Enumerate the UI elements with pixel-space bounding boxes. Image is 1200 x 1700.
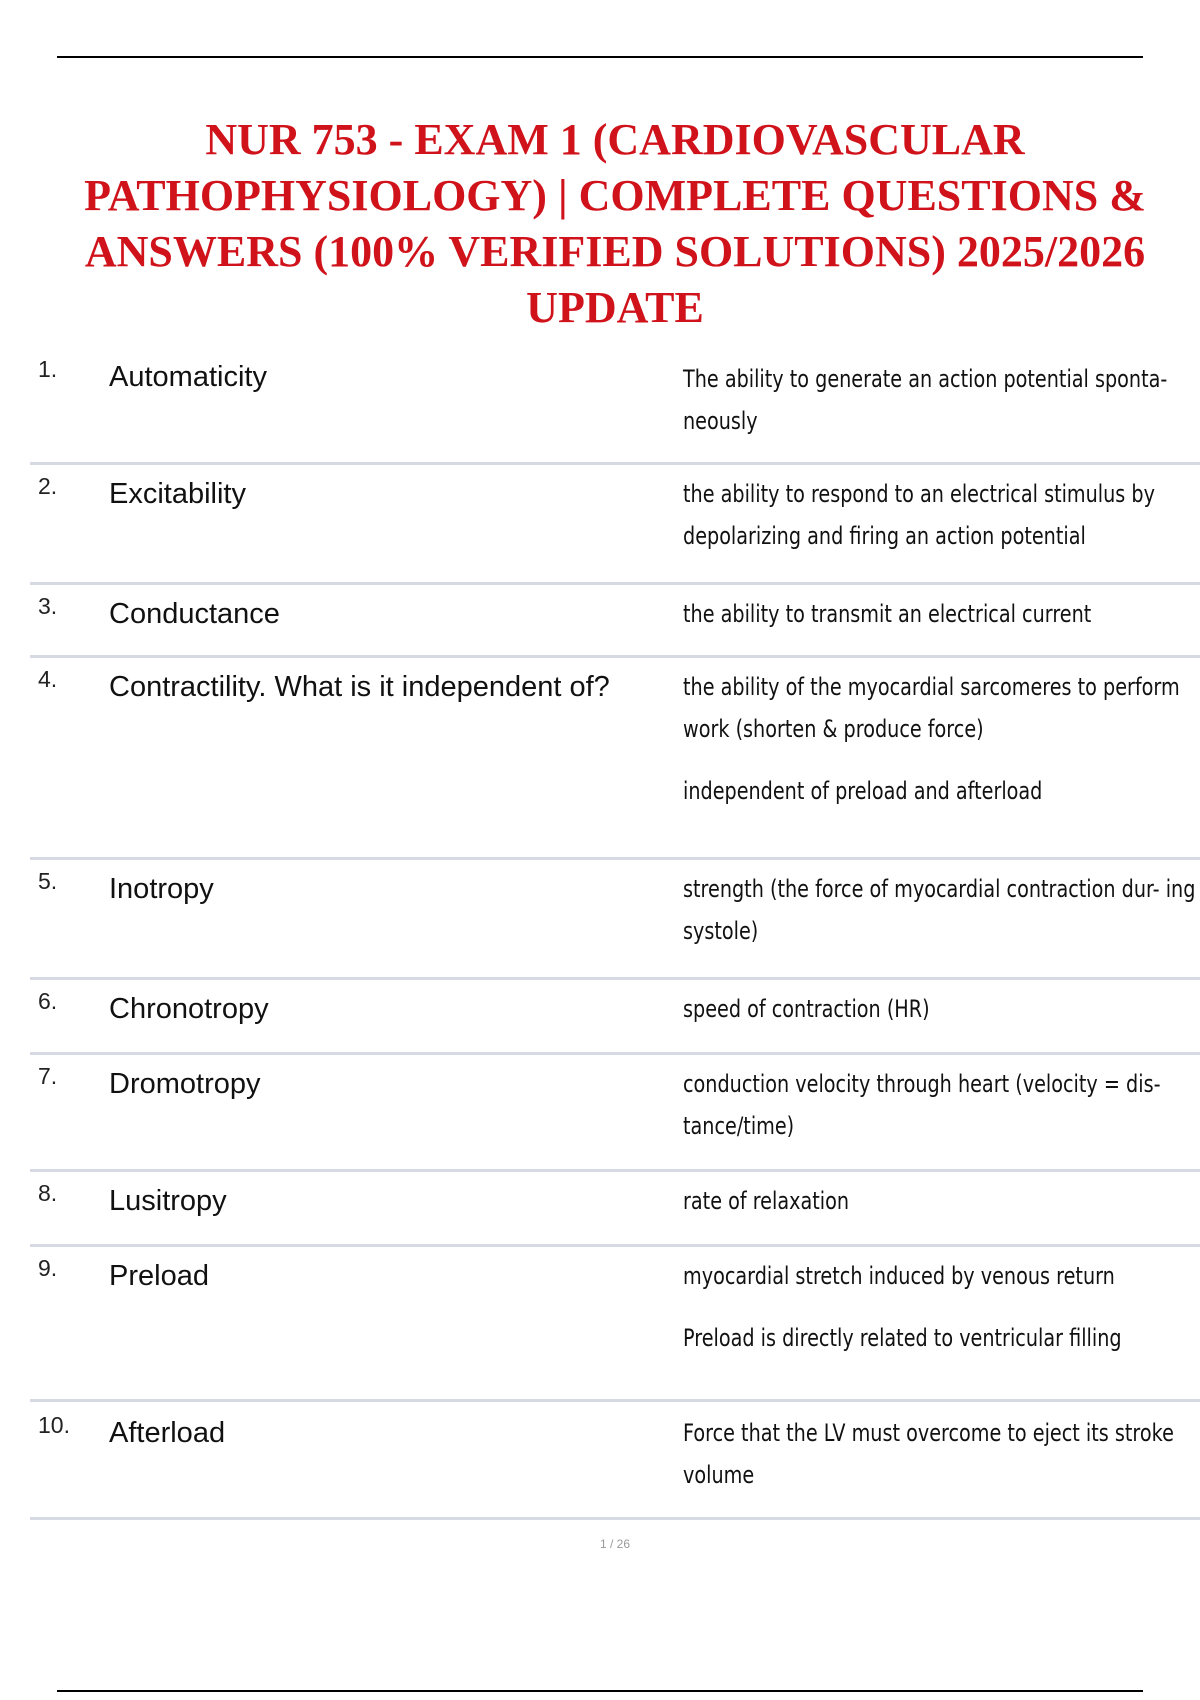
row-term: Contractility. What is it independent of? [109, 671, 610, 703]
bottom-rule [57, 1690, 1143, 1692]
answer-text: speed of contraction (HR) [683, 995, 930, 1023]
answer-text: The ability to generate an action potential sponta- neously [683, 365, 1168, 435]
row-number: 3. [38, 593, 58, 619]
answer-text: the ability to respond to an electrical stimulus by depolarizing and firing an action potential [683, 480, 1155, 550]
answer-text: rate of relaxation [683, 1187, 850, 1215]
row-term: Lusitropy [109, 1185, 227, 1217]
table-row [30, 658, 1200, 860]
row-answer [683, 1063, 1200, 1147]
row-answer [683, 1412, 1200, 1496]
table-row [30, 980, 1200, 1055]
answer-text: the ability to transmit an electrical current [683, 600, 1092, 628]
row-term: Chronotropy [109, 993, 269, 1025]
answer-text: myocardial stretch induced by venous return [683, 1262, 1115, 1290]
row-number: 6. [38, 988, 58, 1014]
row-number: 7. [38, 1063, 58, 1089]
row-term: Dromotropy [109, 1068, 261, 1100]
row-answer [683, 988, 1200, 1030]
qa-table [30, 350, 1200, 1520]
answer-text: Force that the LV must overcome to eject its stroke volume [683, 1419, 1174, 1489]
table-row [30, 1247, 1200, 1402]
row-number: 5. [38, 868, 58, 894]
row-number: 8. [38, 1180, 58, 1206]
row-number: 1. [38, 356, 58, 382]
table-row [30, 1402, 1200, 1520]
row-term: Excitability [109, 478, 246, 510]
row-term: Afterload [109, 1417, 226, 1449]
row-term: Conductance [109, 598, 280, 630]
row-answer [683, 666, 1200, 812]
row-answer [683, 473, 1200, 557]
table-row [30, 350, 1200, 465]
answer-text: strength (the force of myocardial contraction dur- ing systole) [683, 875, 1196, 945]
row-answer [683, 1180, 1200, 1222]
row-term: Automaticity [109, 361, 267, 393]
table-row [30, 1172, 1200, 1247]
answer-text: conduction velocity through heart (velocity = dis- tance/time) [683, 1070, 1161, 1140]
answer-text: independent of preload and afterload [683, 777, 1043, 805]
row-number: 9. [38, 1255, 58, 1281]
title-line: NUR 753 - EXAM 1 (CARDIOVASCULAR [205, 115, 1025, 164]
title-line: ANSWERS (100% VERIFIED SOLUTIONS) 2025/2026 [84, 227, 1146, 276]
answer-text: the ability of the myocardial sarcomeres to perform work (shorten & produce force) [683, 673, 1180, 743]
row-answer [683, 358, 1200, 442]
row-term: Preload [109, 1260, 209, 1292]
title-line: UPDATE [526, 283, 704, 332]
row-term: Inotropy [109, 873, 214, 905]
row-answer [683, 868, 1200, 952]
table-row [30, 465, 1200, 585]
row-number: 4. [38, 666, 58, 692]
document-title [30, 112, 1200, 336]
row-number: 2. [38, 473, 58, 499]
page-indicator: 1 / 26 [599, 1537, 631, 1551]
table-row [30, 860, 1200, 980]
top-rule [57, 56, 1143, 58]
table-row [30, 1055, 1200, 1172]
answer-text: Preload is directly related to ventricular filling [683, 1324, 1122, 1352]
table-row [30, 585, 1200, 658]
row-answer [683, 593, 1200, 635]
row-number: 10. [38, 1412, 70, 1438]
title-line: PATHOPHYSIOLOGY) | COMPLETE QUESTIONS & [84, 171, 1146, 220]
row-answer [683, 1255, 1200, 1359]
